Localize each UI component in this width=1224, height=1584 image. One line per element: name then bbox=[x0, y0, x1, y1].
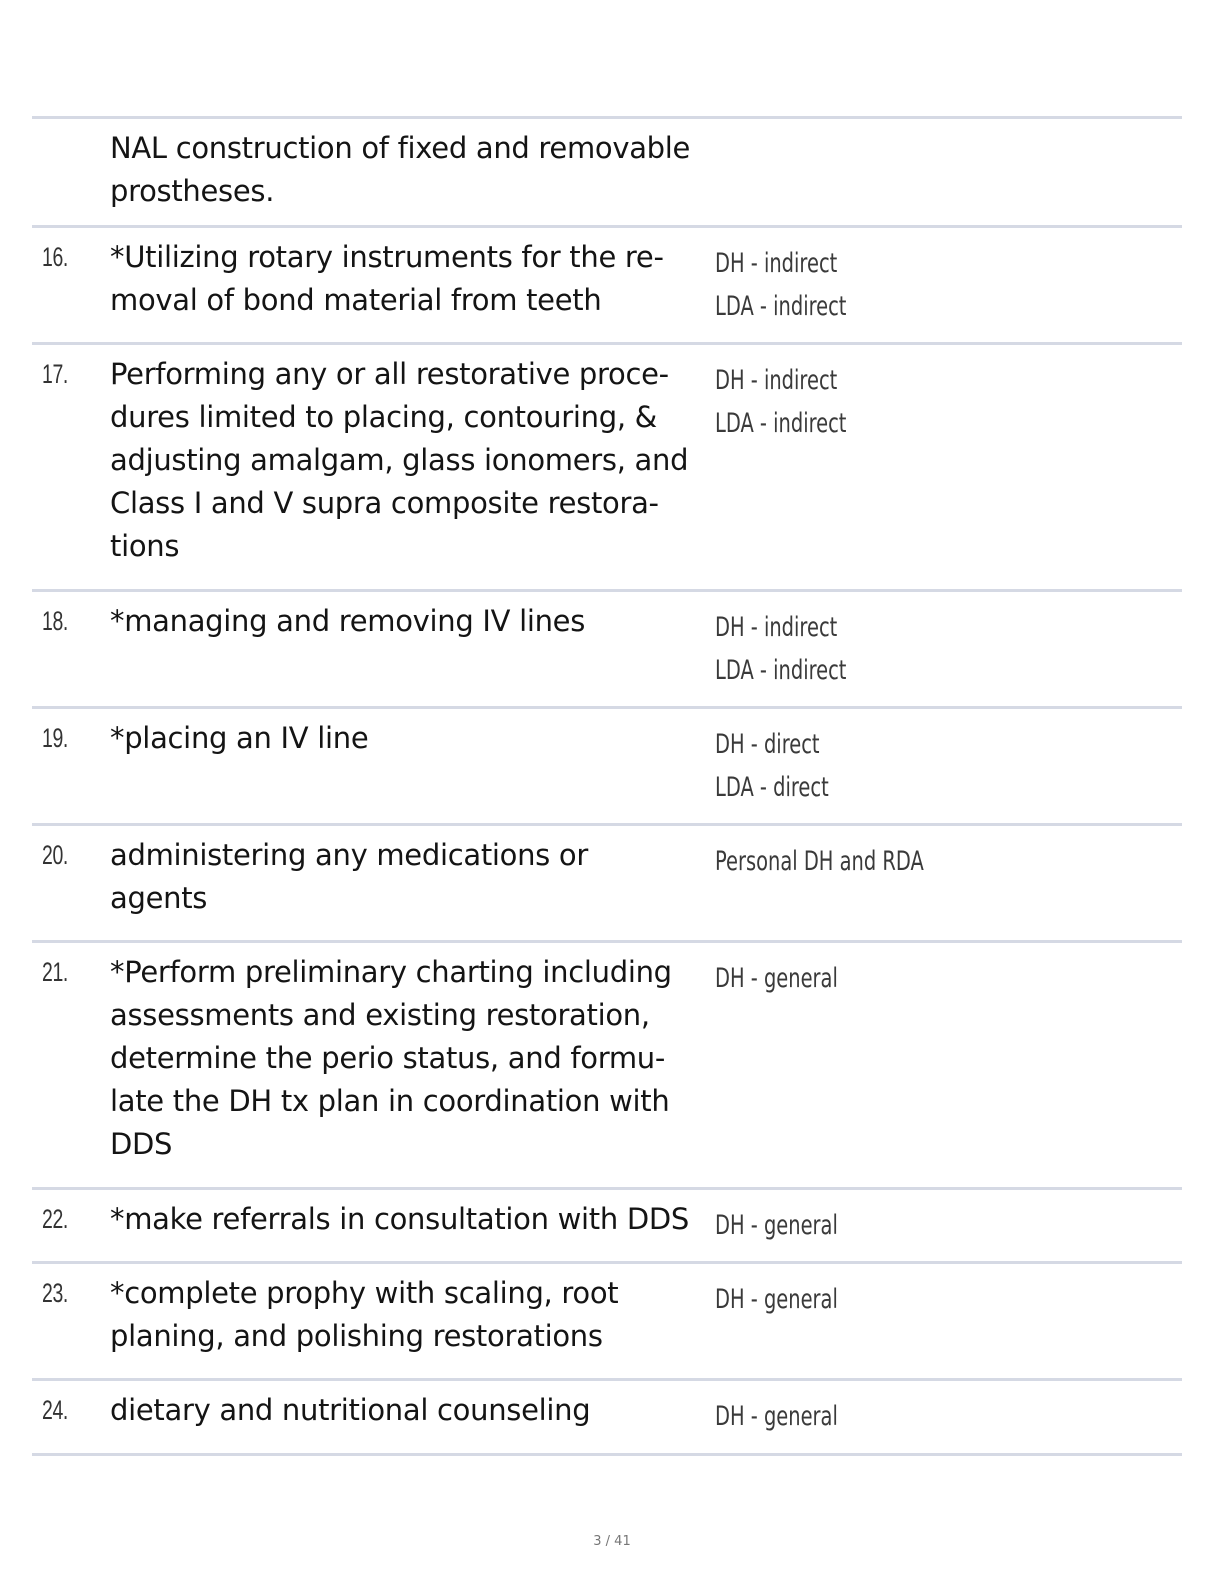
row-supervision: DH - general bbox=[715, 963, 838, 994]
row-description: *managing and removing IV lines bbox=[110, 604, 586, 638]
row-supervision: DH - indirect LDA - indirect bbox=[715, 612, 847, 686]
table-row bbox=[32, 1190, 1182, 1264]
table-row bbox=[32, 228, 1182, 345]
table-row bbox=[32, 943, 1182, 1190]
row-description: dietary and nutritional counseling bbox=[110, 1393, 591, 1427]
page-indicator: 3 / 41 bbox=[593, 1534, 631, 1549]
row-supervision: DH - indirect LDA - indirect bbox=[715, 248, 847, 322]
row-number: 19. bbox=[42, 723, 68, 753]
row-description: Performing any or all restorative proce- dures limited to placing, contouring, & adjusting amalgam, glass ionomers, and Class I and V supra composite restora- tions bbox=[110, 357, 689, 563]
row-description: *placing an IV line bbox=[110, 721, 369, 755]
row-supervision: Personal DH and RDA bbox=[715, 846, 924, 877]
row-description: administering any medications or agents bbox=[110, 838, 588, 915]
row-description: NAL construction of fixed and removable prostheses. bbox=[110, 131, 691, 208]
row-number: 18. bbox=[42, 606, 68, 636]
table-row bbox=[32, 826, 1182, 943]
delegated-duties-table bbox=[32, 116, 1182, 1456]
row-description: *Perform preliminary charting including assessments and existing restoration, determine the perio status, and formu- late the DH tx plan in coordination with DDS bbox=[110, 955, 672, 1161]
table-row bbox=[32, 709, 1182, 826]
row-description: *make referrals in consultation with DDS bbox=[110, 1202, 690, 1236]
row-supervision: DH - direct LDA - direct bbox=[715, 729, 829, 803]
row-number: 24. bbox=[42, 1395, 68, 1425]
table-row bbox=[32, 1381, 1182, 1456]
table-row bbox=[32, 119, 1182, 228]
row-number: 20. bbox=[42, 840, 68, 870]
table-row bbox=[32, 345, 1182, 592]
row-description: *complete prophy with scaling, root planing, and polishing restorations bbox=[110, 1276, 619, 1353]
row-description: *Utilizing rotary instruments for the re- moval of bond material from teeth bbox=[110, 240, 664, 317]
row-number: 21. bbox=[42, 957, 68, 987]
table-row bbox=[32, 592, 1182, 709]
row-number: 22. bbox=[42, 1204, 68, 1234]
row-number: 17. bbox=[42, 359, 68, 389]
row-number: 16. bbox=[42, 242, 68, 272]
row-number: 23. bbox=[42, 1278, 68, 1308]
row-supervision: DH - general bbox=[715, 1401, 838, 1432]
row-supervision: DH - general bbox=[715, 1284, 838, 1315]
row-supervision: DH - general bbox=[715, 1210, 838, 1241]
table-row bbox=[32, 1264, 1182, 1381]
row-supervision: DH - indirect LDA - indirect bbox=[715, 365, 847, 439]
